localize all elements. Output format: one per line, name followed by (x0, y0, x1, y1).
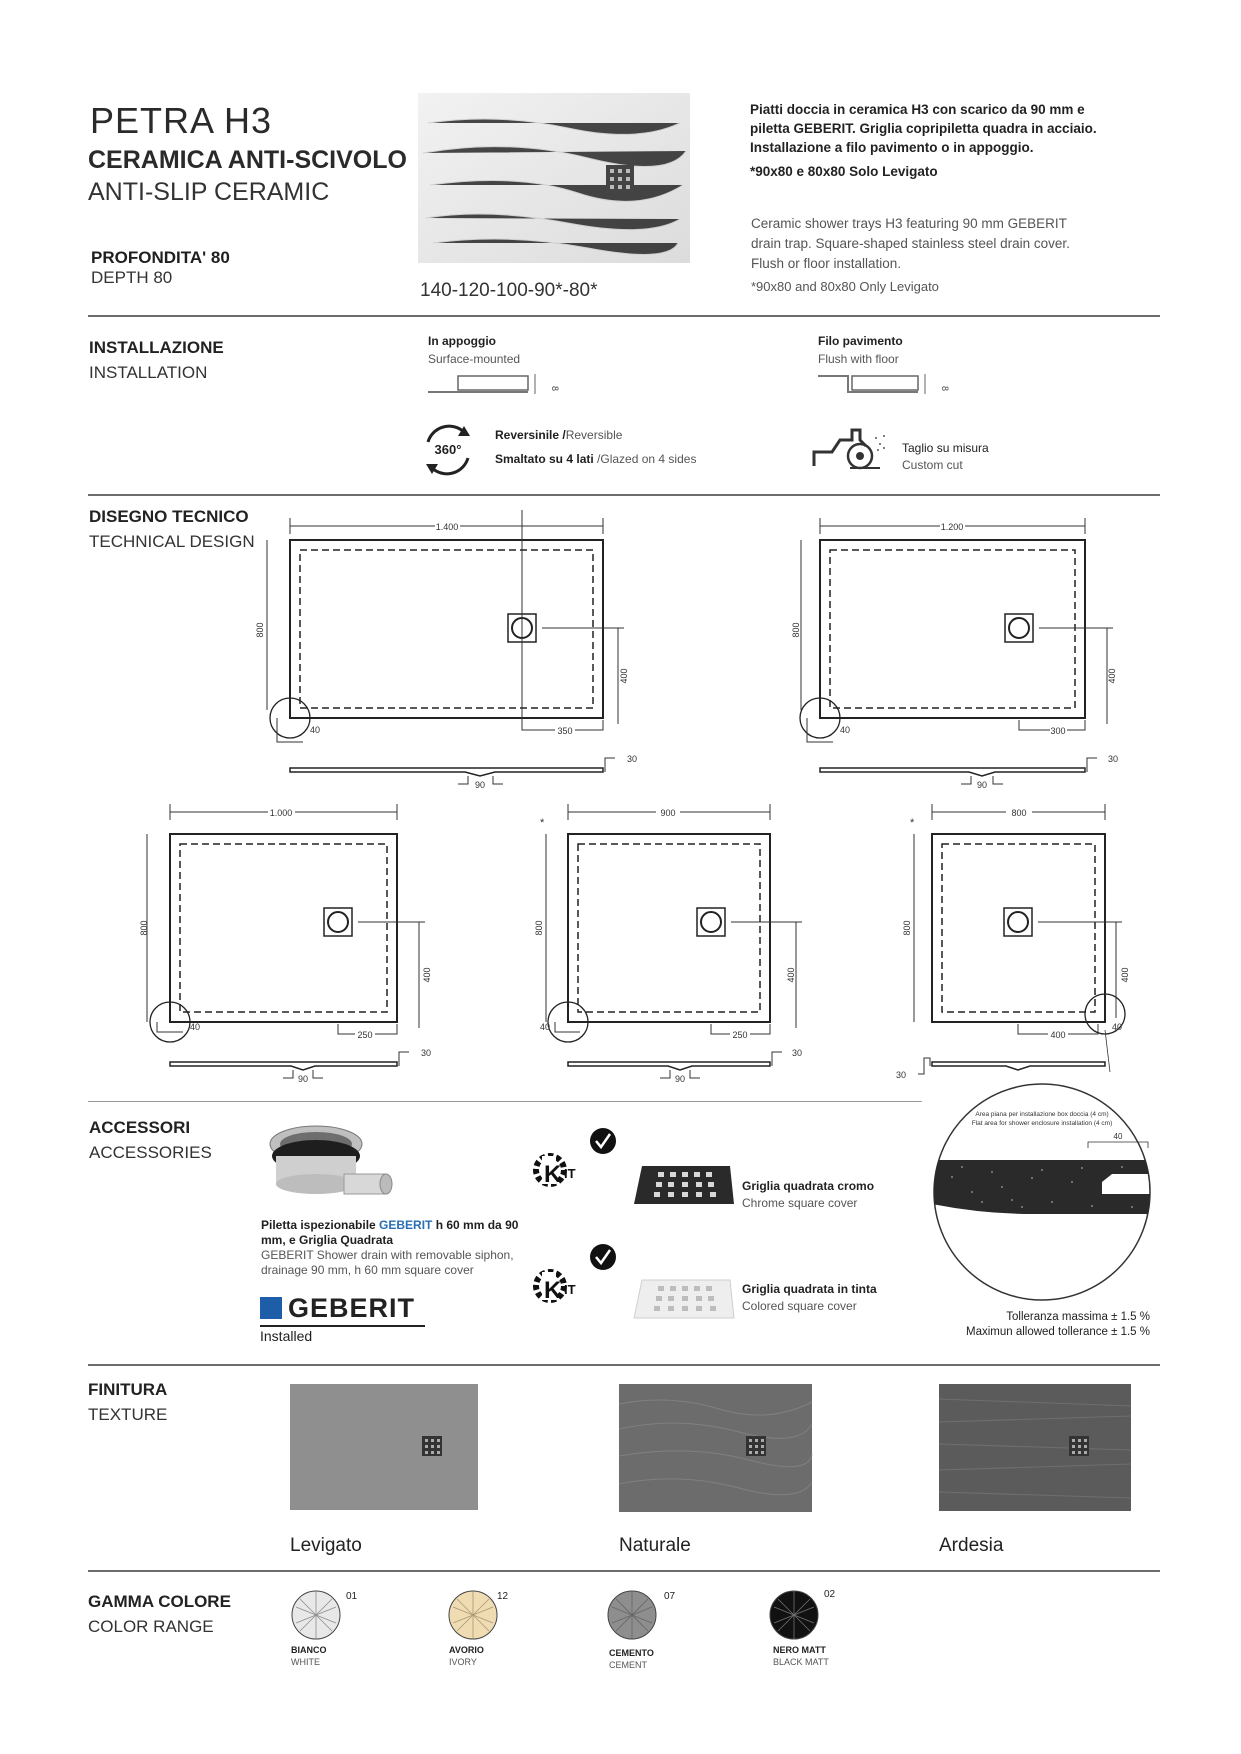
only-levigato-star: * (540, 817, 545, 829)
description-it-line: Installazione a filo pavimento o in appoggio. (750, 140, 1034, 155)
installation-title-en: INSTALLATION (89, 363, 208, 382)
dim-drain-y: 400 (1107, 668, 1117, 684)
dim-corner: 40 (310, 725, 321, 735)
chrome-cover-photo (634, 1164, 734, 1208)
color-code-12: 12 (497, 1591, 509, 1602)
color-code-02: 02 (824, 1589, 836, 1600)
description-it-line: piletta GEBERIT. Griglia copripiletta quadra in acciaio. (750, 121, 1097, 136)
description-en-line: Flush or floor installation. (751, 256, 902, 271)
glazed-label-en: /Glazed on 4 sides (597, 452, 697, 466)
surface-mounted-icon (428, 372, 568, 396)
accessories-title-en: ACCESSORIES (89, 1143, 212, 1162)
rotate-360-icon (418, 420, 478, 480)
drawing-900x800 (530, 800, 820, 1090)
svg-text:K: K (544, 1161, 562, 1188)
kit-icon (528, 1126, 618, 1196)
color-name-it-bianco: BIANCO (291, 1645, 327, 1655)
colored-cover-photo (634, 1278, 734, 1322)
dim-depth: 800 (791, 622, 801, 638)
drawing-1000x800 (135, 800, 445, 1090)
depth-label-it: PROFONDITA' 80 (91, 248, 230, 267)
color-swatch-bianco (288, 1585, 348, 1645)
texture-image-levigato (290, 1384, 478, 1510)
divider (88, 494, 1160, 496)
color-name-en-cemento: CEMENT (609, 1660, 647, 1670)
reversible-label-en: Reversible (565, 428, 623, 442)
flush-thickness: 8 (940, 386, 950, 392)
dim-depth: 800 (534, 920, 544, 936)
dim-drain-y: 400 (1120, 967, 1130, 983)
description-en-line: drain trap. Square-shaped stainless steel drain cover. (751, 236, 1070, 251)
texture-name-levigato: Levigato (290, 1535, 362, 1556)
texture-title-it: FINITURA (88, 1380, 168, 1399)
dim-thickness: 30 (627, 754, 638, 764)
colored-cover-label-en: Colored square cover (742, 1299, 857, 1313)
dim-drain-x: 350 (557, 726, 573, 736)
dim-corner: 40 (190, 1022, 201, 1032)
dim-corner: 40 (540, 1022, 551, 1032)
chrome-cover-label-it: Griglia quadrata cromo (742, 1179, 875, 1193)
kit-label: IT (564, 1166, 576, 1181)
drain-desc-it-post: h 60 mm da 90 (432, 1218, 519, 1232)
dim-drain-diameter: 90 (474, 780, 486, 790)
drawing-1200x800 (791, 510, 1135, 790)
technical-title-it: DISEGNO TECNICO (89, 507, 249, 526)
description-it-line: Piatti doccia in ceramica H3 con scarico da 90 mm e (750, 102, 1085, 117)
dim-drain-y: 400 (619, 668, 629, 684)
divider (88, 1364, 1160, 1366)
drain-desc-it-brand: GEBERIT (379, 1218, 433, 1232)
surface-thickness: 8 (550, 386, 560, 392)
dim-drain-x: 400 (1050, 1030, 1066, 1040)
dim-thickness: 30 (896, 1070, 907, 1080)
dim-width: 1.200 (940, 522, 964, 532)
geberit-drain-photo (258, 1118, 398, 1218)
dim-thickness: 30 (421, 1048, 432, 1058)
dim-width: 800 (1011, 808, 1027, 818)
colored-cover-label-it: Griglia quadrata in tinta (742, 1282, 877, 1296)
product-photo (418, 93, 690, 263)
divider-thin (88, 1101, 922, 1102)
description-en-note: *90x80 and 80x80 Only Levigato (751, 279, 939, 294)
product-title: PETRA H3 (90, 100, 273, 141)
tolerance-note (920, 1310, 1150, 1340)
texture-swatch-ardesia (939, 1384, 1131, 1511)
dim-thickness: 30 (1108, 754, 1119, 764)
description-it (750, 100, 1170, 181)
dim-drain-diameter: 90 (297, 1074, 309, 1084)
description-en (751, 214, 1171, 297)
texture-name-naturale: Naturale (619, 1535, 691, 1556)
texture-title-en: TEXTURE (88, 1405, 168, 1424)
description-en-line: Ceramic shower trays H3 featuring 90 mm GEBERIT (751, 216, 1067, 231)
dim-drain-y: 400 (422, 967, 432, 983)
texture-swatch-naturale (619, 1384, 812, 1512)
drain-desc-it (261, 1218, 541, 1233)
dim-drain-x: 250 (732, 1030, 748, 1040)
geberit-logo (260, 1295, 425, 1327)
cutting-tool-icon (810, 424, 890, 480)
surface-mounted-label-en: Surface-mounted (428, 352, 521, 366)
surface-mounted-label-it: In appoggio (428, 334, 496, 348)
texture-image-naturale (619, 1384, 812, 1512)
reversible-text (495, 428, 622, 442)
drain-desc-it-pre: Piletta ispezionabile (261, 1218, 380, 1232)
description-it-note: *90x80 e 80x80 Solo Levigato (750, 164, 938, 179)
dim-drain-x: 300 (1050, 726, 1066, 736)
dim-drain-diameter: 90 (674, 1074, 686, 1084)
dim-width: 900 (660, 808, 676, 818)
flush-label-en: Flush with floor (818, 352, 899, 366)
dim-drain-y: 400 (786, 967, 796, 983)
tolerance-it: Tolleranza massima ± 1.5 % (1006, 1311, 1150, 1323)
drain-desc-it-line2: mm, e Griglia Quadrata (261, 1233, 394, 1247)
flat-area-note-it: Area piana per installazione box doccia (4 cm) (975, 1111, 1109, 1118)
color-range-title-en: COLOR RANGE (88, 1617, 214, 1636)
tolerance-en: Maximun allowed tollerance ± 1.5 % (965, 1326, 1150, 1338)
geberit-drain-description (261, 1218, 541, 1278)
dim-width: 1.000 (269, 808, 293, 818)
glazed-text (495, 452, 696, 466)
dim-corner: 40 (840, 725, 851, 735)
color-name-it-avorio: AVORIO (449, 1645, 484, 1655)
reversible-label-it: Reversinile / (495, 428, 566, 442)
rotation-badge: 360° (434, 442, 462, 457)
dim-thickness: 30 (792, 1048, 803, 1058)
divider (88, 1570, 1160, 1572)
dim-corner: 40 (1112, 1022, 1123, 1032)
custom-cut-label-it: Taglio su misura (902, 441, 989, 455)
color-code-01: 01 (346, 1591, 358, 1602)
dim-depth: 800 (902, 920, 912, 936)
dim-depth: 800 (139, 920, 149, 936)
glazed-label-it: Smaltato su 4 lati (495, 452, 594, 466)
accessories-title-it: ACCESSORI (89, 1118, 191, 1137)
dim-drain-diameter: 90 (976, 780, 988, 790)
edge-detail-zoom (932, 1082, 1152, 1302)
texture-swatch-levigato (290, 1384, 478, 1510)
flat-area-dim: 40 (1113, 1132, 1123, 1141)
installation-title-it: INSTALLAZIONE (89, 338, 224, 357)
texture-image-ardesia (939, 1384, 1131, 1511)
texture-name-ardesia: Ardesia (939, 1535, 1004, 1556)
color-swatch-nero-matt (766, 1585, 826, 1645)
color-name-en-avorio: IVORY (449, 1657, 477, 1667)
color-swatch-avorio (445, 1585, 505, 1645)
only-levigato-star: * (910, 817, 915, 829)
installed-label: Installed (260, 1328, 313, 1344)
technical-title-en: TECHNICAL DESIGN (89, 532, 255, 551)
color-range-title-it: GAMMA COLORE (88, 1592, 231, 1611)
color-name-en-bianco: WHITE (291, 1657, 320, 1667)
product-subtitle-en: ANTI-SLIP CERAMIC (88, 178, 330, 206)
divider (88, 315, 1160, 317)
dim-width: 1.400 (435, 522, 459, 532)
kit-label: IT (564, 1282, 576, 1297)
geberit-logo-square (260, 1297, 282, 1319)
size-list: 140-120-100-90*-80* (420, 280, 598, 301)
color-swatch-cemento (604, 1585, 664, 1645)
dim-drain-x: 250 (357, 1030, 373, 1040)
chrome-cover-label-en: Chrome square cover (742, 1196, 858, 1210)
dim-depth: 800 (255, 622, 265, 638)
color-name-en-nero-matt: BLACK MATT (773, 1657, 829, 1667)
geberit-logo-text: GEBERIT (288, 1293, 416, 1323)
svg-text:K: K (544, 1277, 562, 1304)
flush-label-it: Filo pavimento (818, 334, 903, 348)
flat-area-note-en: Flat area for shower enclosure installation (4 cm) (971, 1120, 1113, 1127)
color-name-it-cemento: CEMENTO (609, 1648, 654, 1658)
color-code-07: 07 (664, 1591, 676, 1602)
drain-desc-en-line2: drainage 90 mm, h 60 mm square cover (261, 1263, 474, 1277)
drawing-1400x800 (255, 510, 638, 790)
depth-label-en: DEPTH 80 (91, 268, 173, 287)
custom-cut-label-en: Custom cut (902, 458, 963, 472)
flush-mounted-icon (818, 372, 958, 396)
kit-icon (528, 1242, 618, 1312)
drawing-800x800 (890, 800, 1140, 1090)
color-name-it-nero-matt: NERO MATT (773, 1645, 826, 1655)
drain-desc-en-line1: GEBERIT Shower drain with removable siphon, (261, 1248, 514, 1262)
product-subtitle-it: CERAMICA ANTI-SCIVOLO (88, 146, 407, 174)
